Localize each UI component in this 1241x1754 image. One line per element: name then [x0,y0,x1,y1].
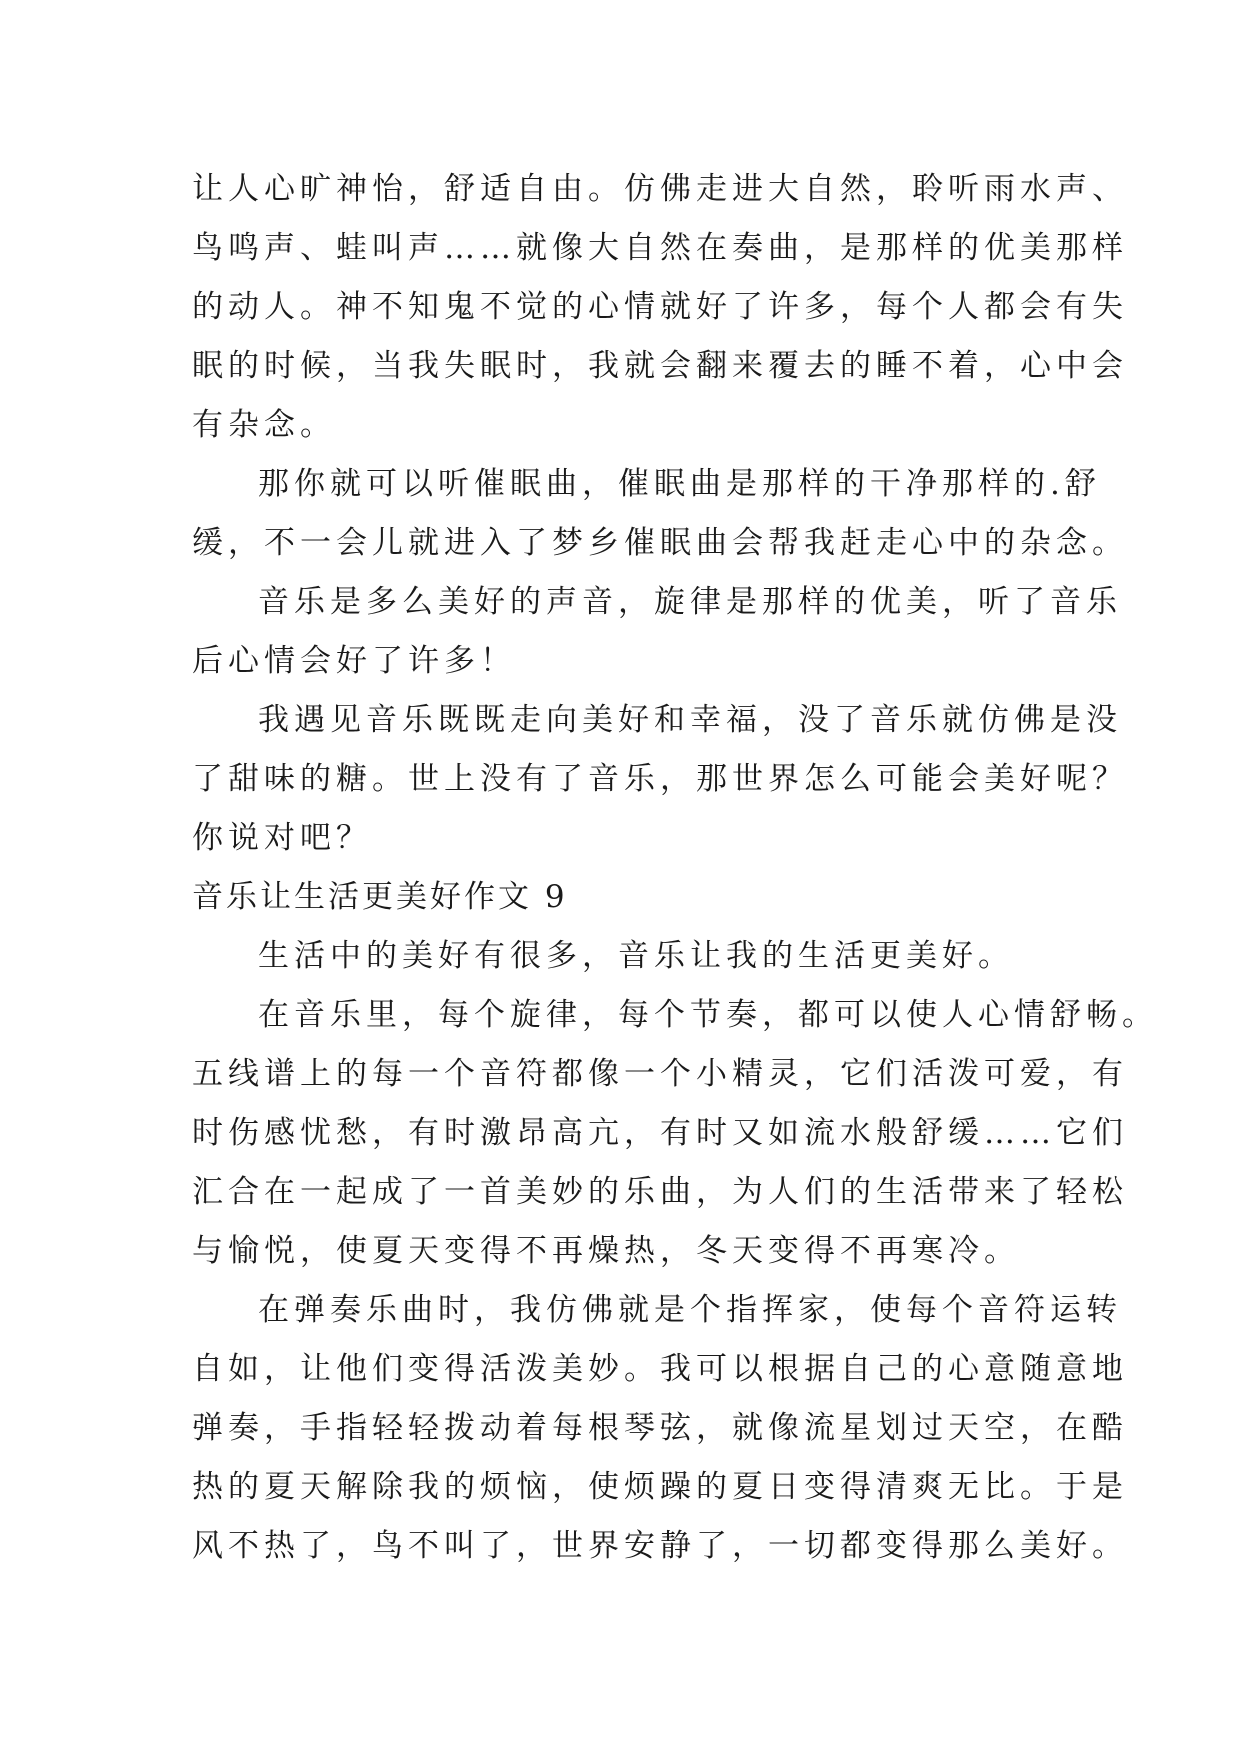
text-line: 你说对吧？ [192,820,372,856]
text-line: 汇合在一起成了一首美妙的乐曲，为人们的生活带来了轻松 [192,1174,1128,1210]
text-line: 了甜味的糖。世上没有了音乐，那世界怎么可能会美好呢？ [192,761,1128,797]
text-line: 让人心旷神怡，舒适自由。仿佛走进大自然，聆听雨水声、 [192,171,1128,207]
text-line: 时伤感忧愁，有时激昂高亢，有时又如流水般舒缓……它们 [192,1115,1128,1151]
text-line: 弹奏，手指轻轻拨动着每根琴弦，就像流星划过天空，在酷 [192,1410,1128,1446]
paragraph-first-line: 音乐是多么美好的声音，旋律是那样的优美，听了音乐 [258,584,1122,620]
text-line: 缓，不一会儿就进入了梦乡催眠曲会帮我赶走心中的杂念。 [192,525,1128,561]
text-line: 五线谱上的每一个音符都像一个小精灵，它们活泼可爱，有 [192,1056,1128,1092]
paragraph-first-line: 生活中的美好有很多，音乐让我的生活更美好。 [258,938,1014,974]
paragraph-first-line: 我遇见音乐既既走向美好和幸福，没了音乐就仿佛是没 [258,702,1122,738]
section-heading: 音乐让生活更美好作文 9 [192,879,568,915]
paragraph-first-line: 在音乐里，每个旋律，每个节奏，都可以使人心情舒畅。 [258,997,1158,1033]
text-line: 眠的时候，当我失眠时，我就会翻来覆去的睡不着，心中会 [192,348,1128,384]
text-line: 鸟鸣声、蛙叫声……就像大自然在奏曲，是那样的优美那样 [192,230,1128,266]
text-line: 有杂念。 [192,407,336,443]
paragraph-first-line: 那你就可以听催眠曲，催眠曲是那样的干净那样的.舒 [258,466,1101,502]
paragraph-first-line: 在弹奏乐曲时，我仿佛就是个指挥家，使每个音符运转 [258,1292,1122,1328]
text-line: 自如，让他们变得活泼美妙。我可以根据自己的心意随意地 [192,1351,1128,1387]
text-line: 热的夏天解除我的烦恼，使烦躁的夏日变得清爽无比。于是 [192,1469,1128,1505]
text-line: 与愉悦，使夏天变得不再燥热，冬天变得不再寒冷。 [192,1233,1020,1269]
document-body [192,160,1158,1576]
text-line: 后心情会好了许多！ [192,643,516,679]
text-line: 的动人。神不知鬼不觉的心情就好了许多，每个人都会有失 [192,289,1128,325]
text-line: 风不热了，鸟不叫了，世界安静了，一切都变得那么美好。 [192,1528,1128,1564]
